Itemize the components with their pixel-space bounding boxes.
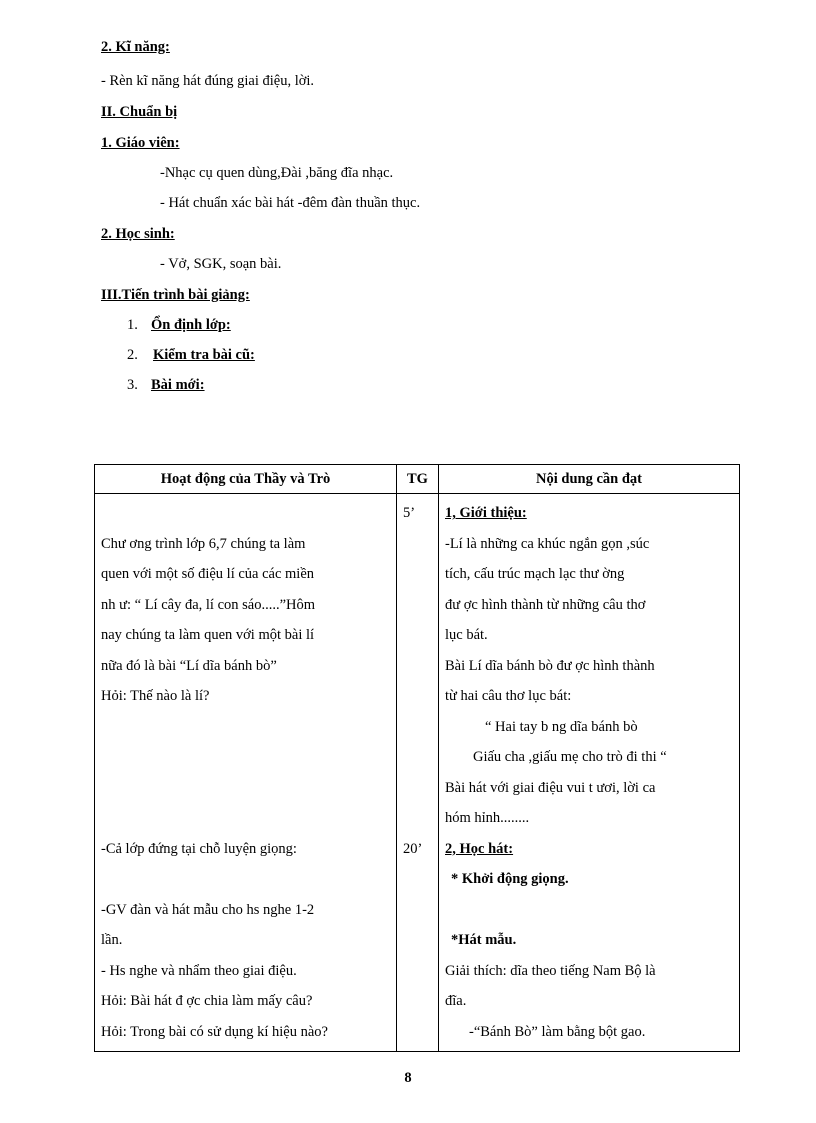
time-line: [403, 681, 432, 712]
activity-line: [101, 803, 390, 834]
content-line: đư ợc hình thành từ những câu thơ: [445, 596, 646, 613]
content-line: Bài Lí dĩa bánh bò đư ợc hình thành: [445, 657, 655, 674]
process-heading: III.Tiến trình bài giảng:: [101, 287, 250, 303]
activity-line: -GV đàn và hát mẫu cho hs nghe 1-2: [101, 901, 315, 918]
content-line: tích, cấu trúc mạch lạc thư ờng: [445, 566, 625, 582]
time-line: [403, 590, 432, 621]
content-line: Giấu cha ,giấu mẹ cho trò đi thi “: [473, 749, 667, 765]
student-heading: 2. Học sinh:: [101, 226, 175, 242]
content-line: * Khởi động giọng.: [451, 871, 569, 887]
time-line: [403, 1017, 432, 1048]
content-line: -Lí là những ca khúc ngắn gọn ,súc: [445, 535, 650, 552]
time-line: [403, 803, 432, 834]
table-row: [95, 494, 740, 1052]
activity-line: - Hs nghe và nhẩm theo giai điệu.: [101, 962, 297, 979]
content-line: đĩa.: [445, 993, 467, 1009]
teacher-item: - Hát chuẩn xác bài hát -đêm đàn thuần thục.: [160, 195, 421, 211]
header-content: Nội dung cần đạt: [439, 465, 740, 494]
student-item: - Vở, SGK, soạn bài.: [160, 256, 282, 272]
content-line: Giải thích: dĩa theo tiếng Nam Bộ là: [445, 962, 656, 979]
time-line: 5’: [403, 505, 416, 521]
time-line: [403, 712, 432, 743]
content-line: 1, Giới thiệu:: [445, 505, 527, 521]
time-line: [403, 864, 432, 895]
page-number: 8: [404, 1070, 412, 1086]
step-number: 3.: [127, 377, 138, 393]
activity-line: nay chúng ta làm quen với một bài lí: [101, 627, 315, 643]
content-line: hóm hỉnh........: [445, 810, 530, 826]
activity-line: [101, 742, 390, 773]
skills-text: - Rèn kĩ năng hát đúng giai điệu, lời.: [101, 73, 315, 89]
activity-line: [101, 864, 390, 895]
time-line: [403, 559, 432, 590]
time-line: [403, 742, 432, 773]
content-line: “ Hai tay b ng dĩa bánh bò: [485, 718, 638, 735]
activity-line: Hỏi: Trong bài có sử dụng kí hiệu nào?: [101, 1023, 328, 1040]
activity-line: nh ư: “ Lí cây đa, lí con sáo.....”Hôm: [101, 596, 316, 613]
time-line: [403, 986, 432, 1017]
activity-line: nữa đó là bài “Lí dĩa bánh bò”: [101, 657, 277, 674]
activity-cell: [95, 494, 397, 1052]
activity-line: [101, 773, 390, 804]
time-line: [403, 651, 432, 682]
content-line: từ hai câu thơ lục bát:: [445, 688, 572, 704]
step-label: Bài mới:: [151, 377, 205, 393]
content-line: -“Bánh Bò” làm bằng bột gao.: [469, 1023, 646, 1040]
content-line: 2, Học hát:: [445, 840, 514, 857]
header-time: TG: [397, 465, 439, 494]
time-line: 20’: [403, 840, 423, 857]
activity-line: -Cả lớp đứng tại chỗ luyện giọng:: [101, 840, 297, 857]
time-line: [403, 529, 432, 560]
activity-line: [101, 498, 390, 529]
step-label: Ổn định lớp:: [151, 317, 231, 333]
activity-line: quen với một số điệu lí của các miền: [101, 566, 315, 582]
time-line: [403, 620, 432, 651]
lesson-table: [94, 464, 740, 1052]
content-line: *Hát mẫu.: [451, 932, 517, 948]
prep-heading: II. Chuẩn bị: [101, 104, 178, 120]
content-line: [445, 895, 733, 926]
skills-heading: 2. Kĩ năng:: [101, 39, 170, 55]
step-label: Kiểm tra bài cũ:: [153, 347, 255, 363]
header-activity: Hoạt động của Thầy và Trò: [95, 465, 397, 494]
activity-line: [101, 712, 390, 743]
time-line: [403, 925, 432, 956]
teacher-item: -Nhạc cụ quen dùng,Đài ,băng đĩa nhạc.: [160, 165, 394, 181]
activity-line: Hỏi: Bài hát đ ợc chia làm mấy câu?: [101, 993, 313, 1009]
content-line: Bài hát với giai điệu vui t ươi, lời ca: [445, 779, 656, 796]
step-number: 1.: [127, 317, 138, 333]
content-line: lục bát.: [445, 627, 488, 643]
activity-line: lần.: [101, 932, 123, 948]
time-cell: [397, 494, 439, 1052]
step-number: 2.: [127, 347, 138, 363]
teacher-heading: 1. Giáo viên:: [101, 135, 180, 151]
table-header-row: [95, 465, 740, 494]
activity-line: Hỏi: Thế nào là lí?: [101, 688, 210, 704]
time-line: [403, 895, 432, 926]
content-cell: [439, 494, 740, 1052]
time-line: [403, 956, 432, 987]
activity-line: Chư ơng trình lớp 6,7 chúng ta làm: [101, 535, 306, 552]
time-line: [403, 773, 432, 804]
